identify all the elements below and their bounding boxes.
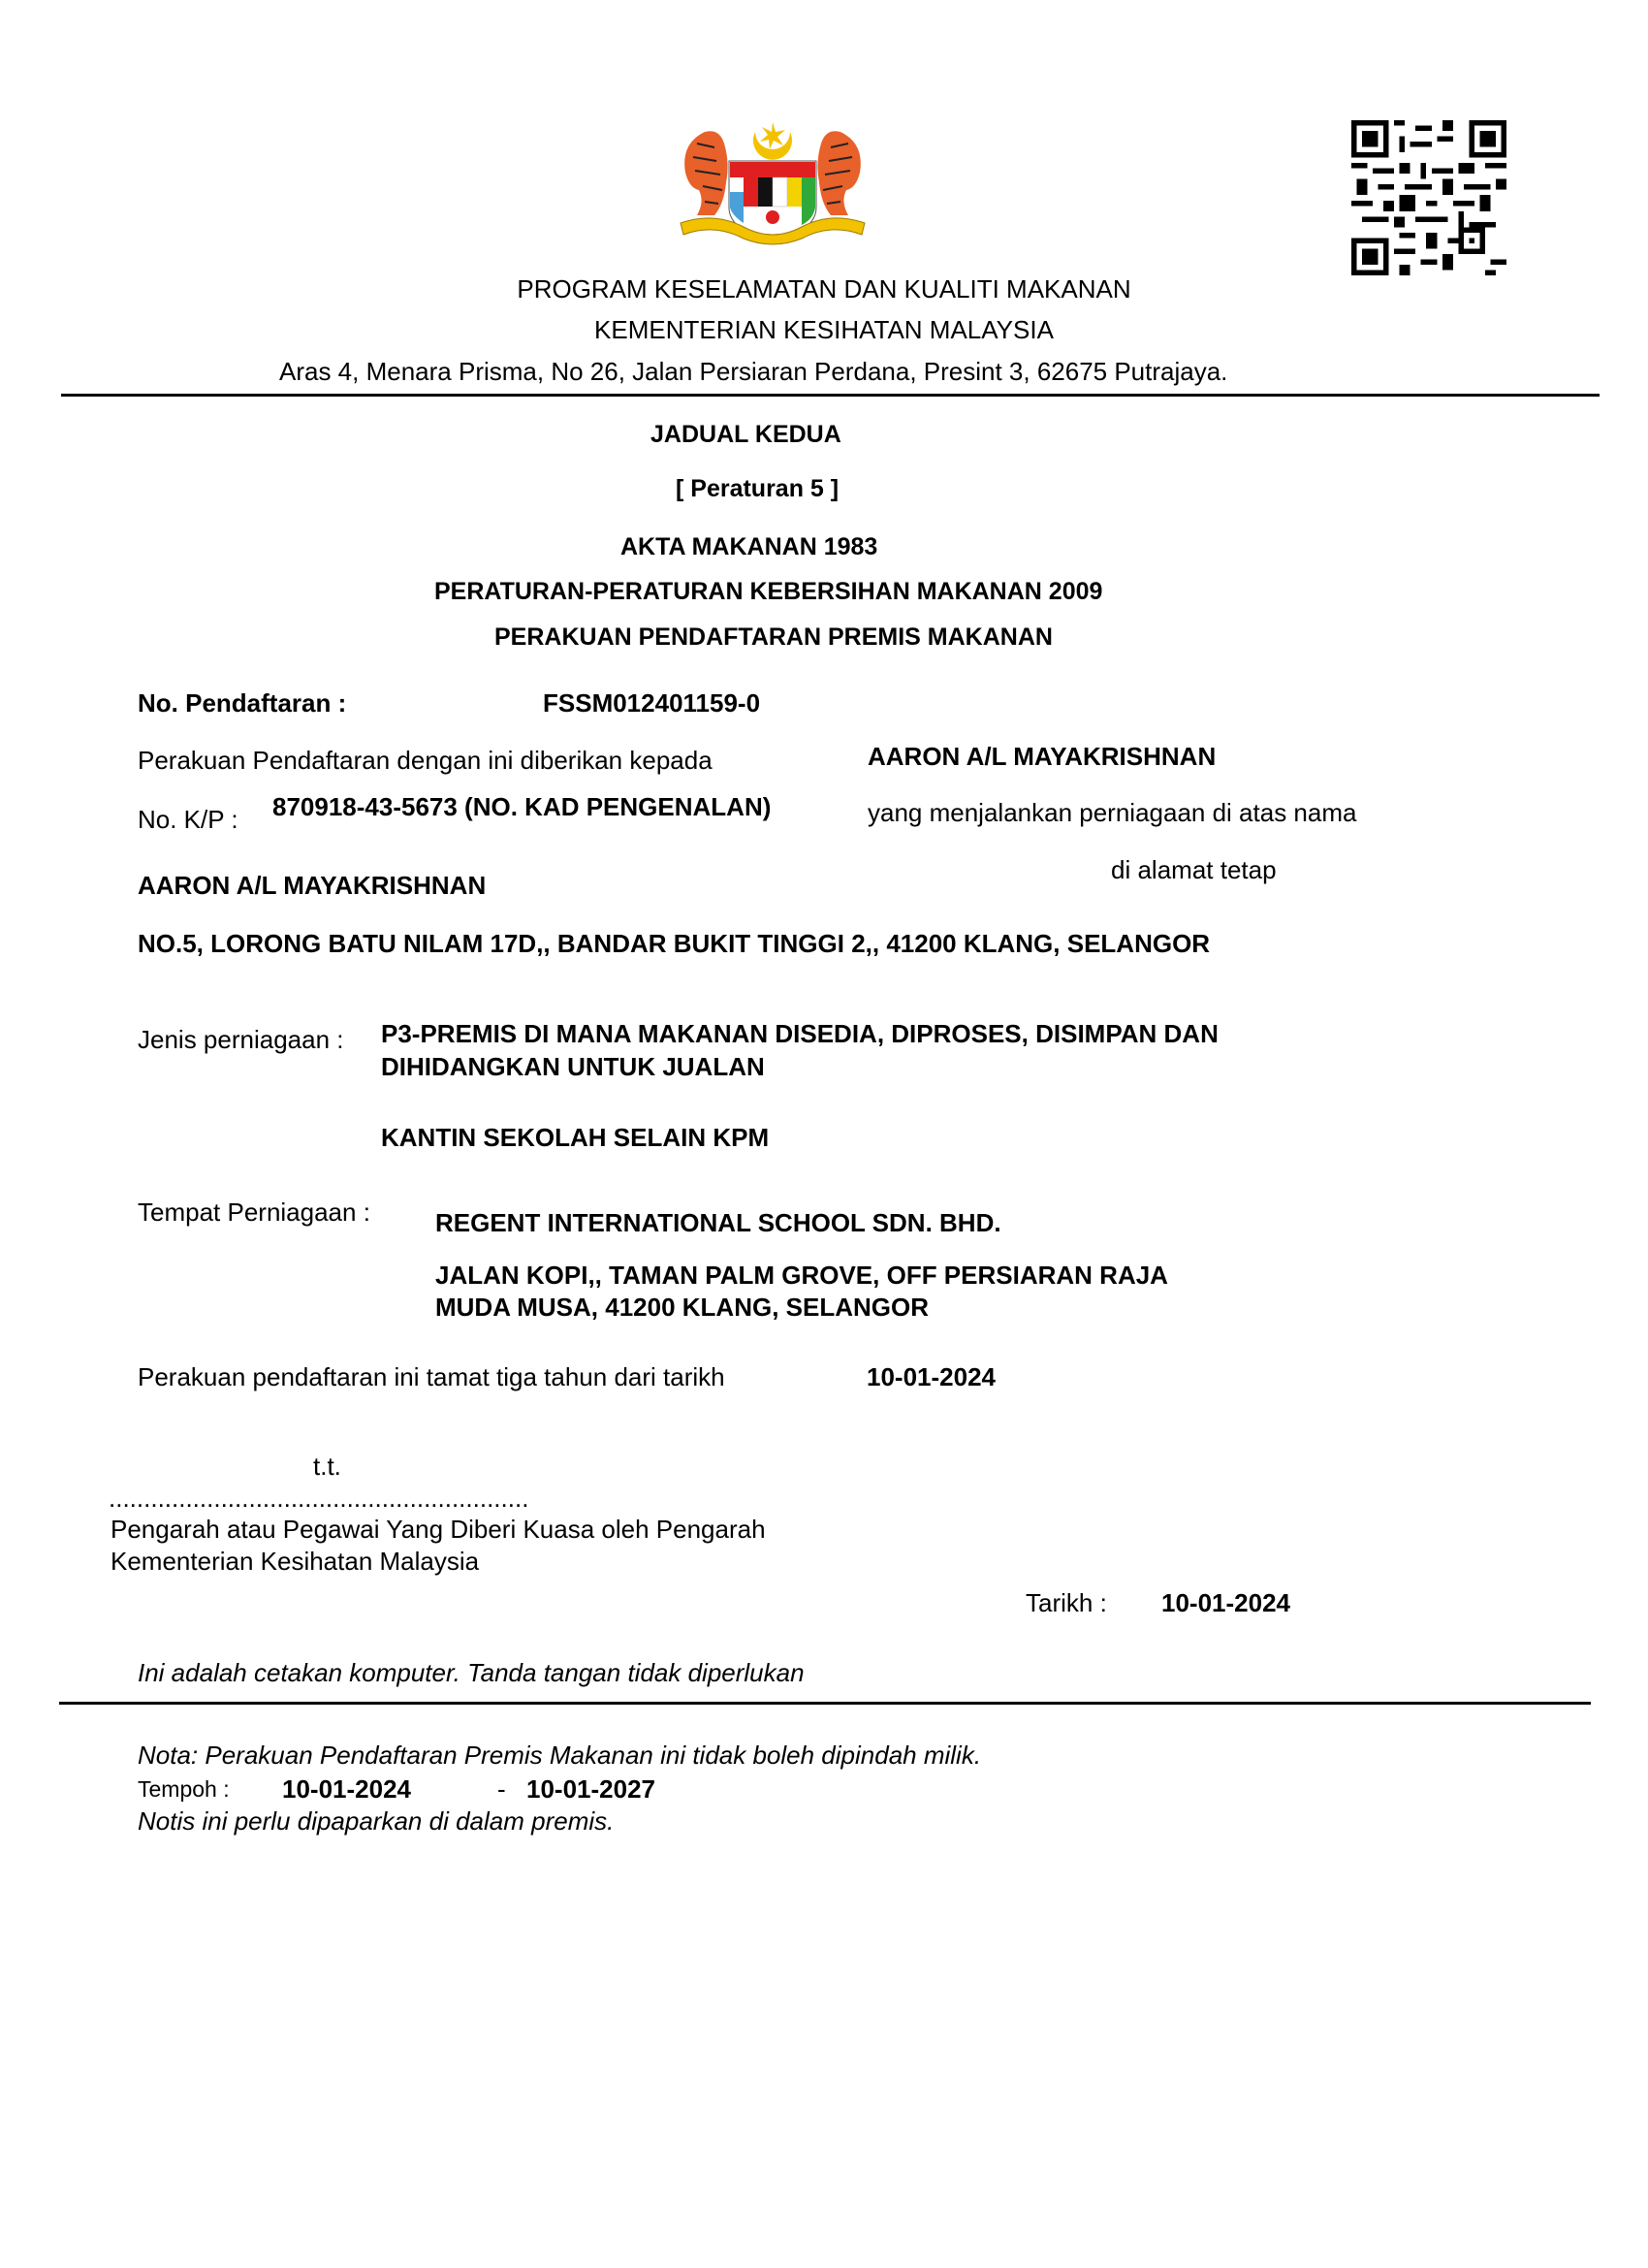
business-type-line2: DIHIDANGKAN UNTUK JUALAN [381, 1052, 765, 1081]
program-name: PROGRAM KESELAMATAN DAN KUALITI MAKANAN [517, 274, 1131, 303]
computer-print-note: Ini adalah cetakan komputer. Tanda tangan tidak diperlukan [138, 1658, 805, 1687]
qr-code-icon [1351, 120, 1506, 275]
holder-name: AARON A/L MAYAKRISHNAN [868, 742, 1217, 771]
transfer-note: Nota: Perakuan Pendaftaran Premis Makanan ini tidak boleh dipindah milik. [138, 1741, 982, 1770]
act-title: AKTA MAKANAN 1983 [620, 533, 878, 560]
regulation-ref: [ Peraturan 5 ] [676, 475, 840, 502]
regulations-title: PERATURAN-PERATURAN KEBERSIHAN MAKANAN 2009 [434, 578, 1103, 605]
business-type-line1: P3-PREMIS DI MANA MAKANAN DISEDIA, DIPROSES, DISIMPAN DAN [381, 1019, 1219, 1048]
ministry-address: Aras 4, Menara Prisma, No 26, Jalan Persiaran Perdana, Presint 3, 62675 Putrajaya. [279, 357, 1228, 386]
date-value: 10-01-2024 [1161, 1588, 1290, 1617]
signature-line: ............................................................ [109, 1484, 529, 1513]
period-start: 10-01-2024 [282, 1774, 411, 1804]
business-name: AARON A/L MAYAKRISHNAN [138, 871, 487, 900]
signatory-title: Pengarah atau Pegawai Yang Diberi Kuasa oleh Pengarah [111, 1515, 766, 1544]
premise-label: Tempat Perniagaan : [138, 1198, 370, 1227]
signatory-ministry: Kementerian Kesihatan Malaysia [111, 1547, 480, 1576]
footer-divider [59, 1702, 1591, 1705]
schedule-title: JADUAL KEDUA [650, 421, 841, 448]
header-divider [61, 394, 1600, 397]
period-end: 10-01-2027 [526, 1774, 655, 1804]
granted-to-text: Perakuan Pendaftaran dengan ini diberikan kepada [138, 746, 713, 775]
business-type-label: Jenis perniagaan : [138, 1025, 344, 1054]
premise-name: REGENT INTERNATIONAL SCHOOL SDN. BHD. [435, 1208, 1001, 1237]
expiry-date: 10-01-2024 [867, 1362, 996, 1391]
business-category: KANTIN SEKOLAH SELAIN KPM [381, 1123, 770, 1152]
permanent-address: NO.5, LORONG BATU NILAM 17D,, BANDAR BUKIT TINGGI 2,, 41200 KLANG, SELANGOR [138, 929, 1211, 958]
display-note: Notis ini perlu dipaparkan di dalam premis. [138, 1806, 615, 1836]
certificate-title: PERAKUAN PENDAFTARAN PREMIS MAKANAN [494, 623, 1053, 651]
permanent-address-text: di alamat tetap [1111, 855, 1277, 884]
registration-number-label: No. Pendaftaran : [138, 688, 347, 718]
coat-of-arms-icon [676, 114, 870, 246]
registration-number: FSSM012401159-0 [543, 688, 761, 718]
trading-as-text: yang menjalankan perniagaan di atas nama [868, 798, 1357, 827]
ministry-name: KEMENTERIAN KESIHATAN MALAYSIA [594, 315, 1054, 344]
ic-label: No. K/P : [138, 805, 238, 834]
signature-tt: t.t. [313, 1452, 341, 1481]
premise-address-line1: JALAN KOPI,, TAMAN PALM GROVE, OFF PERSIARAN RAJA [435, 1261, 1168, 1290]
period-separator: - [497, 1774, 506, 1804]
date-label: Tarikh : [1026, 1588, 1107, 1617]
expiry-text: Perakuan pendaftaran ini tamat tiga tahun dari tarikh [138, 1362, 725, 1391]
ic-number: 870918-43-5673 (NO. KAD PENGENALAN) [272, 792, 772, 821]
premise-address-line2: MUDA MUSA, 41200 KLANG, SELANGOR [435, 1293, 929, 1322]
period-label: Tempoh : [138, 1776, 230, 1802]
